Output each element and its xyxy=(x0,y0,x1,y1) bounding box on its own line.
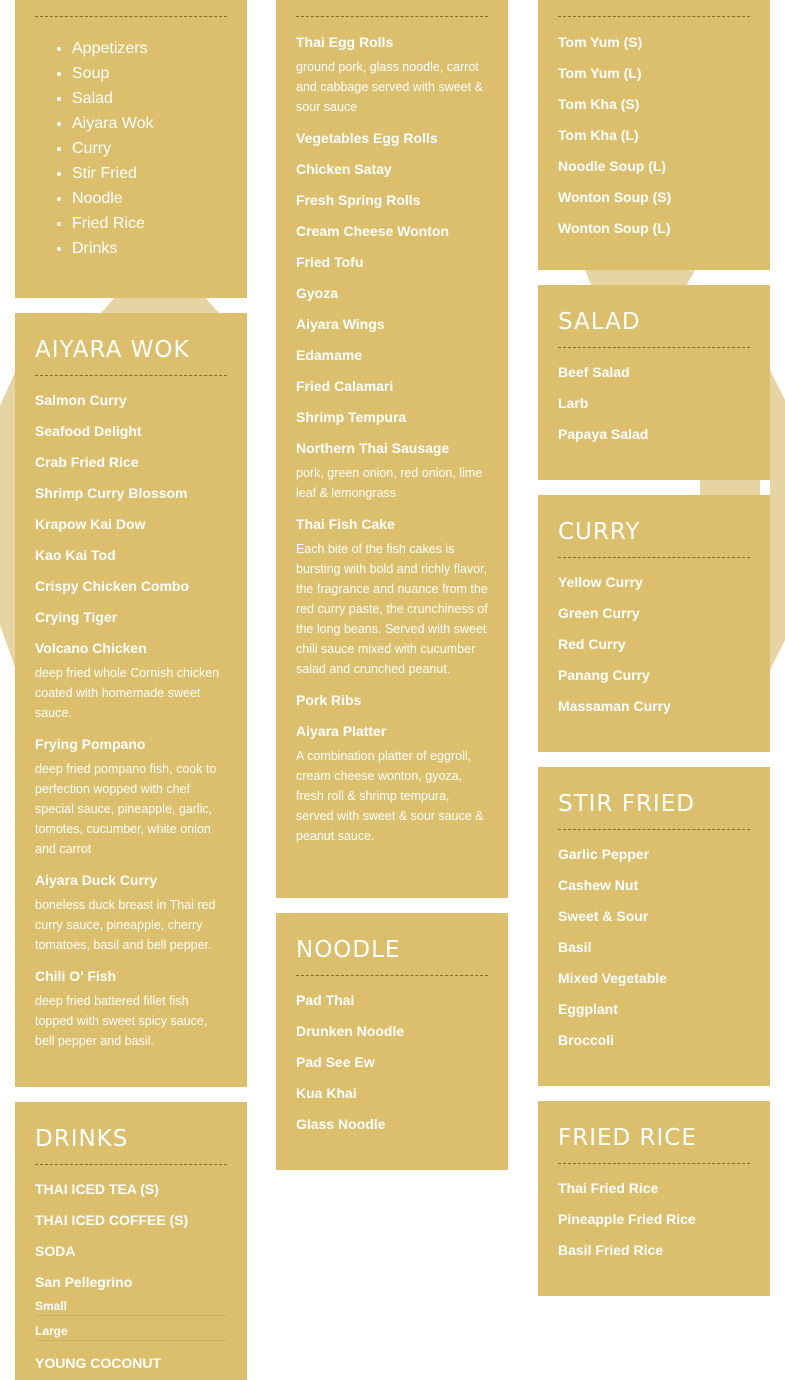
menu-item-name[interactable]: Thai Fish Cake xyxy=(296,516,395,532)
section-divider xyxy=(35,0,227,17)
menu-item-name[interactable]: Seafood Delight xyxy=(35,423,142,440)
curry-card xyxy=(538,495,770,752)
section-divider xyxy=(558,0,750,17)
menu-item-description: boneless duck breast in Thai red curry sauce, pineapple, cherry tomatoes, basil and bell pepper. xyxy=(35,898,216,953)
nav-item[interactable] xyxy=(72,236,227,261)
drinks-card xyxy=(15,1102,247,1380)
section-title: FRIED RICE xyxy=(558,1101,750,1164)
nav-link-curry[interactable]: Curry xyxy=(72,140,112,157)
menu-item-name[interactable]: Cream Cheese Wonton xyxy=(296,223,449,239)
menu-item-name[interactable]: Beef Salad xyxy=(558,364,630,381)
menu-item-name[interactable]: YOUNG COCONUT xyxy=(35,1355,161,1372)
size-option-small: Small xyxy=(35,1297,227,1316)
menu-item-name[interactable]: Massaman Curry xyxy=(558,698,671,715)
appetizers-card xyxy=(276,0,508,898)
menu-item-description: pork, green onion, red onion, lime leaf & lemongrass xyxy=(296,466,483,500)
menu-item-name[interactable]: Wonton Soup (L) xyxy=(558,220,671,236)
menu-item-description: Each bite of the fish cakes is bursting with bold and richly flavor, the fragrance and nuance from the red curry paste, the crunchiness of the long beans. Served with sweet chili sauce mixed with cucumber salad and crunched peanut. xyxy=(296,542,488,676)
menu-item-name[interactable]: Edamame xyxy=(296,347,363,363)
category-nav-card xyxy=(15,0,247,298)
menu-item-name[interactable]: Aiyara Wings xyxy=(296,316,385,332)
stir-fried-card xyxy=(538,767,770,1086)
menu-item-name[interactable]: THAI ICED TEA (S) xyxy=(35,1181,159,1198)
menu-item-name[interactable]: Pad See Ew xyxy=(296,1054,375,1071)
nav-link-soup[interactable]: Soup xyxy=(72,65,110,82)
menu-item-name[interactable]: Fresh Spring Rolls xyxy=(296,192,421,208)
menu-item-name[interactable]: Broccoli xyxy=(558,1032,615,1049)
menu-item-name[interactable]: Aiyara Duck Curry xyxy=(35,872,158,889)
nav-item[interactable] xyxy=(72,86,227,111)
nav-link-salad[interactable]: Salad xyxy=(72,90,113,107)
menu-item-name[interactable]: Shrimp Tempura xyxy=(296,409,407,425)
menu-item-name[interactable]: Frying Pompano xyxy=(35,736,146,753)
menu-item-name[interactable]: Chicken Satay xyxy=(296,161,392,177)
menu-item-name[interactable]: Basil Fried Rice xyxy=(558,1242,664,1259)
nav-link-stir-fried[interactable]: Stir Fried xyxy=(72,165,137,182)
background-decor xyxy=(0,370,16,670)
salad-card xyxy=(538,285,770,480)
menu-item-name[interactable]: Eggplant xyxy=(558,1001,618,1018)
menu-item-name[interactable]: Panang Curry xyxy=(558,667,650,684)
noodle-card xyxy=(276,913,508,1170)
menu-item-name[interactable]: Pork Ribs xyxy=(296,692,362,708)
menu-item-name[interactable]: Pineapple Fried Rice xyxy=(558,1211,696,1228)
nav-item[interactable] xyxy=(72,186,227,211)
nav-link-noodle[interactable]: Noodle xyxy=(72,190,123,207)
menu-item-name[interactable]: Krapow Kai Dow xyxy=(35,516,146,533)
menu-item-name[interactable]: Crispy Chicken Combo xyxy=(35,578,190,595)
menu-item-name[interactable]: Noodle Soup (L) xyxy=(558,158,667,174)
background-decor xyxy=(100,298,220,314)
menu-item-description: deep fried whole Cornish chicken coated with homemade sweet sauce. xyxy=(35,666,220,721)
menu-item-name[interactable]: Gyoza xyxy=(296,285,339,301)
menu-item-name[interactable]: Tom Kha (L) xyxy=(558,127,639,143)
menu-item-name[interactable]: Kua Khai xyxy=(296,1085,357,1102)
nav-link-aiyara-wok[interactable]: Aiyara Wok xyxy=(72,115,154,132)
menu-item-name[interactable]: Fried Calamari xyxy=(296,378,394,394)
nav-item[interactable] xyxy=(72,111,227,136)
menu-item-name[interactable]: Glass Noodle xyxy=(296,1116,386,1133)
menu-item-name[interactable]: Shrimp Curry Blossom xyxy=(35,485,188,502)
section-divider xyxy=(296,0,488,17)
section-title: AIYARA WOK xyxy=(35,313,227,376)
section-title: NOODLE xyxy=(296,913,488,976)
menu-item-name[interactable]: Papaya Salad xyxy=(558,426,649,443)
menu-item-name[interactable]: Mixed Vegetable xyxy=(558,970,667,987)
size-option-large: Large xyxy=(35,1322,227,1341)
menu-item-description: deep fried pompano fish, cook to perfection wopped with chef special sauce, pineapple, garlic, tomotes, cucumber, white onion and carrot xyxy=(35,762,217,857)
menu-item-name[interactable]: Fried Tofu xyxy=(296,254,364,270)
section-title: SALAD xyxy=(558,285,750,348)
menu-item-name[interactable]: Volcano Chicken xyxy=(35,640,147,657)
menu-item-name[interactable]: Northern Thai Sausage xyxy=(296,440,450,456)
menu-item-name[interactable]: Salmon Curry xyxy=(35,392,127,409)
menu-item-description: deep fried battered fillet fish topped with sweet spicy sauce, bell pepper and basil. xyxy=(35,994,208,1049)
nav-link-fried-rice[interactable]: Fried Rice xyxy=(72,215,145,232)
menu-item-name[interactable]: Thai Egg Rolls xyxy=(296,34,394,50)
menu-item-description: A combination platter of eggroll, cream cheese wonton, gyoza, fresh roll & shrimp tempura, served with sweet & sour sauce & peanut sauce. xyxy=(296,749,484,843)
menu-item-name[interactable]: Vegetables Egg Rolls xyxy=(296,130,438,146)
menu-item-name[interactable]: THAI ICED COFFEE (S) xyxy=(35,1212,189,1229)
background-decor xyxy=(700,480,760,496)
menu-item-name[interactable]: Garlic Pepper xyxy=(558,846,650,863)
menu-item-name[interactable]: Crying Tiger xyxy=(35,609,118,626)
menu-item-name[interactable]: Wonton Soup (S) xyxy=(558,189,672,205)
section-title: STIR FRIED xyxy=(558,767,750,830)
menu-item-name[interactable]: Thai Fried Rice xyxy=(558,1180,659,1197)
menu-item-name[interactable]: Tom Yum (L) xyxy=(558,65,642,81)
soup-card xyxy=(538,0,770,270)
menu-item-name[interactable]: Cashew Nut xyxy=(558,877,639,894)
menu-item-name[interactable]: Sweet & Sour xyxy=(558,908,649,925)
nav-link-drinks[interactable]: Drinks xyxy=(72,240,118,257)
menu-item-name[interactable]: Yellow Curry xyxy=(558,574,643,591)
menu-item-name[interactable]: Pad Thai xyxy=(296,992,355,1009)
menu-item-name[interactable]: SODA xyxy=(35,1243,76,1260)
menu-item-name[interactable]: Basil xyxy=(558,939,592,956)
menu-item-name[interactable]: Crab Fried Rice xyxy=(35,454,139,471)
nav-item[interactable] xyxy=(72,36,227,61)
nav-item[interactable] xyxy=(72,161,227,186)
menu-item-name[interactable]: Larb xyxy=(558,395,589,412)
fried-rice-card xyxy=(538,1101,770,1296)
nav-item[interactable] xyxy=(72,136,227,161)
nav-link-appetizers[interactable]: Appetizers xyxy=(72,40,148,57)
background-decor xyxy=(585,270,695,286)
menu-item-name[interactable]: Red Curry xyxy=(558,636,626,653)
category-nav xyxy=(35,36,227,261)
menu-item-name[interactable]: Kao Kai Tod xyxy=(35,547,116,564)
menu-item-name[interactable]: San Pellegrino xyxy=(35,1274,133,1291)
menu-item-name[interactable]: Tom Yum (S) xyxy=(558,34,643,50)
nav-item[interactable] xyxy=(72,211,227,236)
section-title: CURRY xyxy=(558,495,750,558)
aiyara-wok-card xyxy=(15,313,247,1087)
menu-item-description: ground pork, glass noodle, carrot and cabbage served with sweet & sour sauce xyxy=(296,60,483,114)
menu-item-name[interactable]: Drunken Noodle xyxy=(296,1023,405,1040)
menu-item-name[interactable]: Tom Kha (S) xyxy=(558,96,640,112)
menu-item-name[interactable]: Green Curry xyxy=(558,605,640,622)
menu-item-name[interactable]: Aiyara Platter xyxy=(296,723,387,739)
background-decor xyxy=(770,370,785,670)
menu-item-name[interactable]: Chili O' Fish xyxy=(35,968,117,985)
section-title: DRINKS xyxy=(35,1102,227,1165)
nav-item[interactable] xyxy=(72,61,227,86)
